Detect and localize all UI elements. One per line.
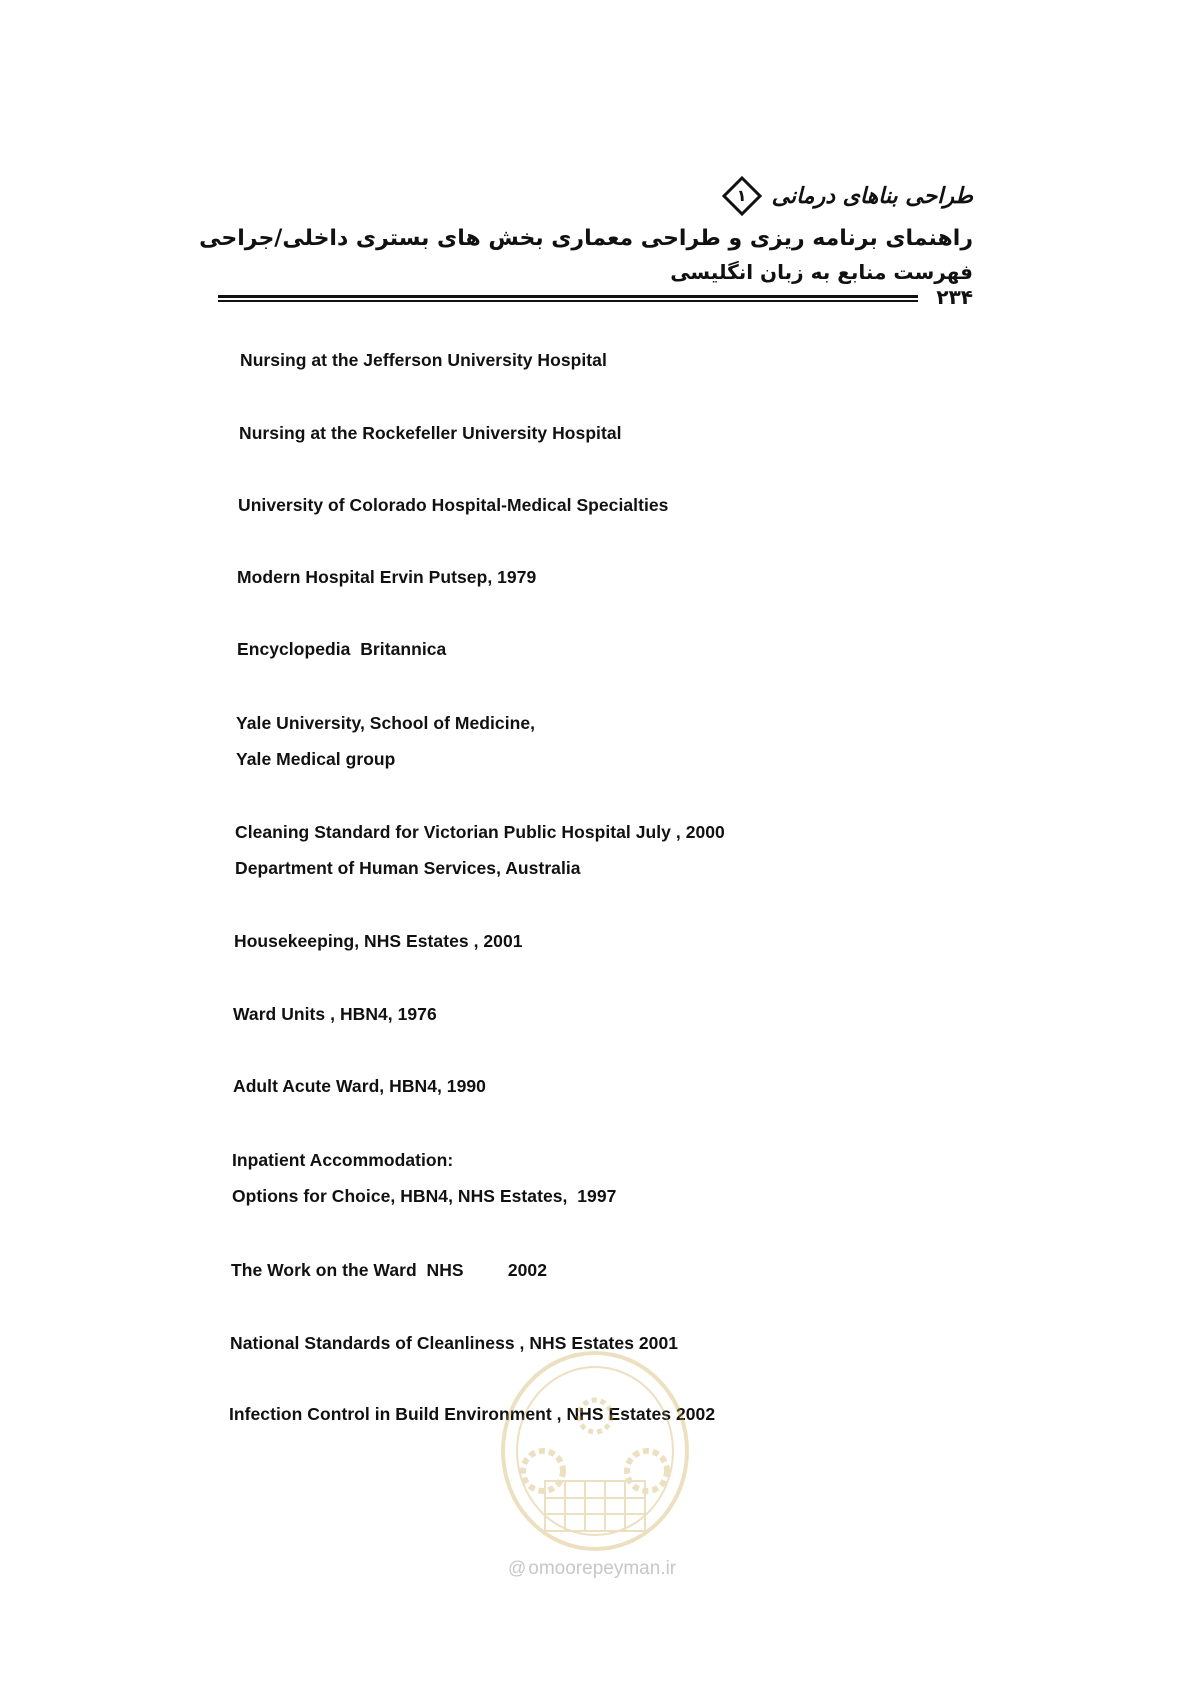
reference-line: Department of Human Services, Australia — [235, 858, 581, 878]
section-title: فهرست منابع به زبان انگلیسی — [670, 260, 973, 284]
reference-line: Cleaning Standard for Victorian Public Hospital July , 2000 — [235, 822, 725, 842]
seal-emblem-icon — [495, 1346, 695, 1556]
series-number: ۱ — [736, 186, 747, 205]
website-watermark — [508, 1558, 676, 1580]
reference-line: Inpatient Accommodation: — [232, 1150, 454, 1170]
watermark-text: omoorepeyman.ir — [528, 1558, 677, 1579]
institution-seal — [495, 1346, 695, 1556]
reference-line: The Work on the Ward NHS 2002 — [231, 1260, 547, 1280]
reference-line: Yale Medical group — [236, 749, 396, 769]
at-sign-icon: @ — [508, 1558, 527, 1578]
reference-line: Options for Choice, HBN4, NHS Estates, 1997 — [232, 1186, 617, 1206]
page-header — [173, 176, 973, 288]
book-title: راهنمای برنامه ریزی و طراحی معماری بخش های بستری داخلی/جراحی — [199, 226, 973, 251]
reference-line: Adult Acute Ward, HBN4, 1990 — [233, 1076, 486, 1096]
reference-line: Encyclopedia Britannica — [237, 639, 447, 659]
series-line — [173, 176, 973, 216]
reference-line: Nursing at the Jefferson University Hospital — [240, 350, 607, 370]
reference-line: University of Colorado Hospital-Medical Specialties — [238, 495, 669, 515]
reference-line: Infection Control in Build Environment , NHS Estates 2002 — [229, 1404, 716, 1424]
reference-line: Nursing at the Rockefeller University Hospital — [239, 423, 622, 443]
page-number: ۲۳۴ — [936, 285, 973, 309]
header-rule-row — [218, 285, 973, 311]
reference-line: Housekeeping, NHS Estates , 2001 — [234, 931, 523, 951]
reference-line: Modern Hospital Ervin Putsep, 1979 — [237, 567, 537, 587]
reference-line: Ward Units , HBN4, 1976 — [233, 1004, 437, 1024]
series-number-badge — [722, 176, 762, 216]
reference-line: National Standards of Cleanliness , NHS Estates 2001 — [230, 1333, 679, 1353]
header-divider — [218, 295, 918, 302]
reference-line: Yale University, School of Medicine, — [236, 713, 536, 733]
series-title: طراحی بناهای درمانی — [771, 183, 973, 209]
